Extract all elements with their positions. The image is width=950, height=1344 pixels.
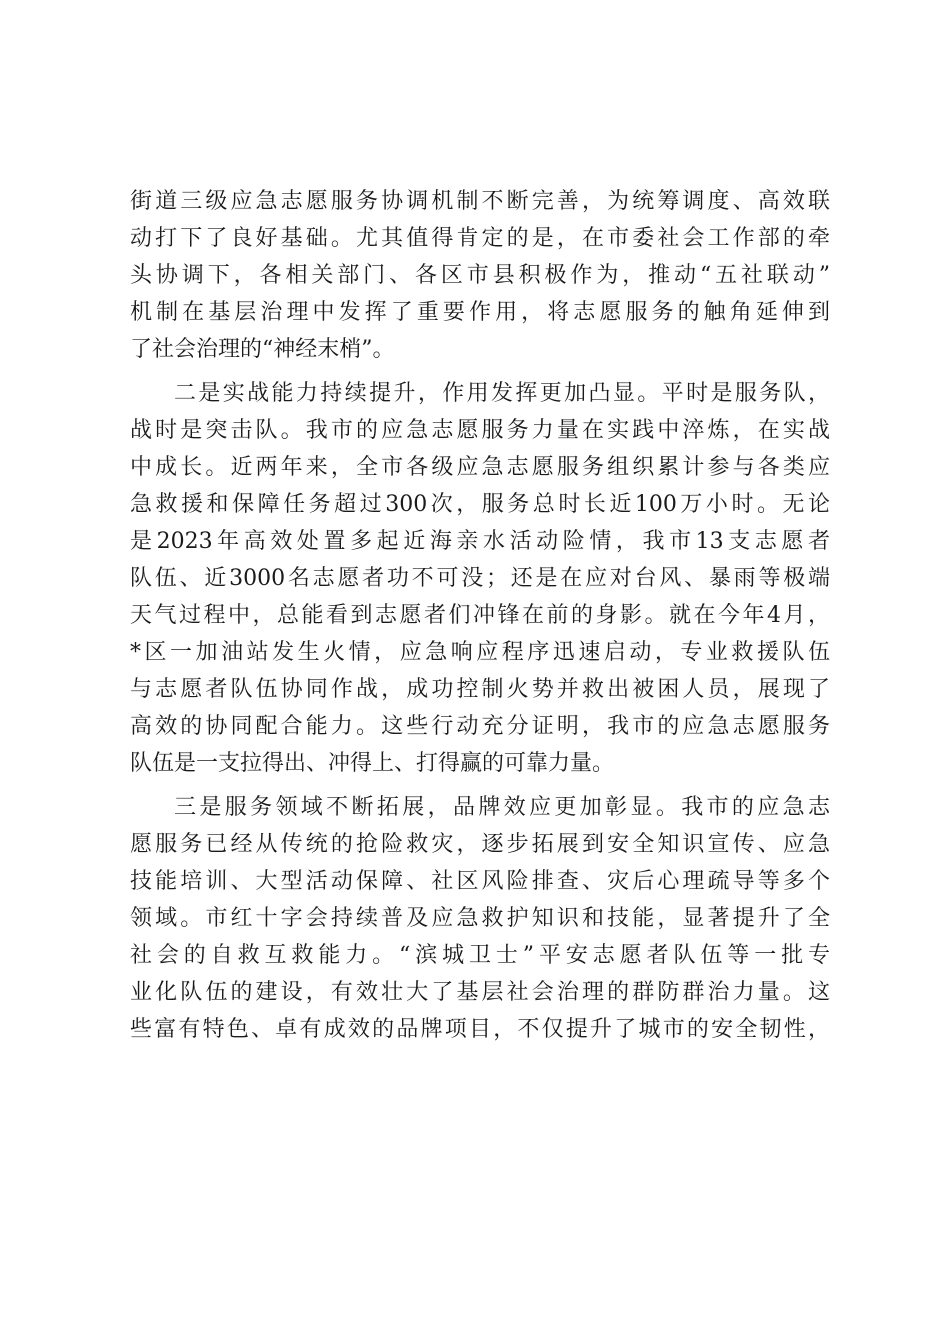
text-line: *区一加油站发生火情，应急响应程序迅速启动，专业救援队伍 — [130, 640, 830, 665]
body-text — [130, 183, 830, 1048]
text-line: 领域。市红十字会持续普及应急救护知识和技能，显著提升了全 — [130, 906, 830, 931]
paragraph-2 — [130, 375, 830, 782]
text-line: 高效的协同配合能力。这些行动充分证明，我市的应急志愿服务 — [130, 714, 830, 739]
text-line: 业化队伍的建设，有效壮大了基层社会治理的群防群治力量。这 — [130, 980, 830, 1005]
text-line: 天气过程中，总能看到志愿者们冲锋在前的身影。就在今年4月， — [130, 603, 830, 628]
paragraph-1 — [130, 183, 830, 368]
text-line: 队伍、近3000名志愿者功不可没；还是在应对台风、暴雨等极端 — [130, 566, 830, 591]
text-line: 动打下了良好基础。尤其值得肯定的是，在市委社会工作部的牵 — [130, 226, 830, 251]
text-line: 街道三级应急志愿服务协调机制不断完善，为统筹调度、高效联 — [130, 189, 830, 214]
text-line: 二是实战能力持续提升，作用发挥更加凸显。平时是服务队， — [174, 381, 830, 406]
text-line: 技能培训、大型活动保障、社区风险排查、灾后心理疏导等多个 — [130, 869, 830, 894]
text-line: 三是服务领域不断拓展，品牌效应更加彰显。我市的应急志 — [174, 795, 830, 820]
text-line: 急救援和保障任务超过300次，服务总时长近100万小时。无论 — [130, 492, 830, 517]
paragraph-gap — [130, 368, 830, 375]
text-line: 中成长。近两年来，全市各级应急志愿服务组织累计参与各类应 — [130, 455, 830, 480]
text-line: 社会的自救互救能力。“滨城卫士”平安志愿者队伍等一批专 — [130, 943, 830, 968]
text-line: 些富有特色、卓有成效的品牌项目，不仅提升了城市的安全韧性， — [130, 1017, 830, 1042]
text-line: 头协调下，各相关部门、各区市县积极作为，推动“五社联动” — [130, 263, 830, 288]
paragraph-gap — [130, 782, 830, 789]
text-line: 机制在基层治理中发挥了重要作用，将志愿服务的触角延伸到 — [130, 300, 830, 325]
paragraph-3 — [130, 789, 830, 1048]
text-line: 队伍是一支拉得出、冲得上、打得赢的可靠力量。 — [130, 751, 615, 776]
text-line: 愿服务已经从传统的抢险救灾，逐步拓展到安全知识宣传、应急 — [130, 832, 830, 857]
text-line: 了社会治理的“神经末梢”。 — [130, 337, 395, 362]
text-line: 是2023年高效处置多起近海亲水活动险情，我市13支志愿者 — [130, 529, 830, 554]
text-line: 战时是突击队。我市的应急志愿服务力量在实践中淬炼，在实战 — [130, 418, 830, 443]
text-line: 与志愿者队伍协同作战，成功控制火势并救出被困人员，展现了 — [130, 677, 830, 702]
